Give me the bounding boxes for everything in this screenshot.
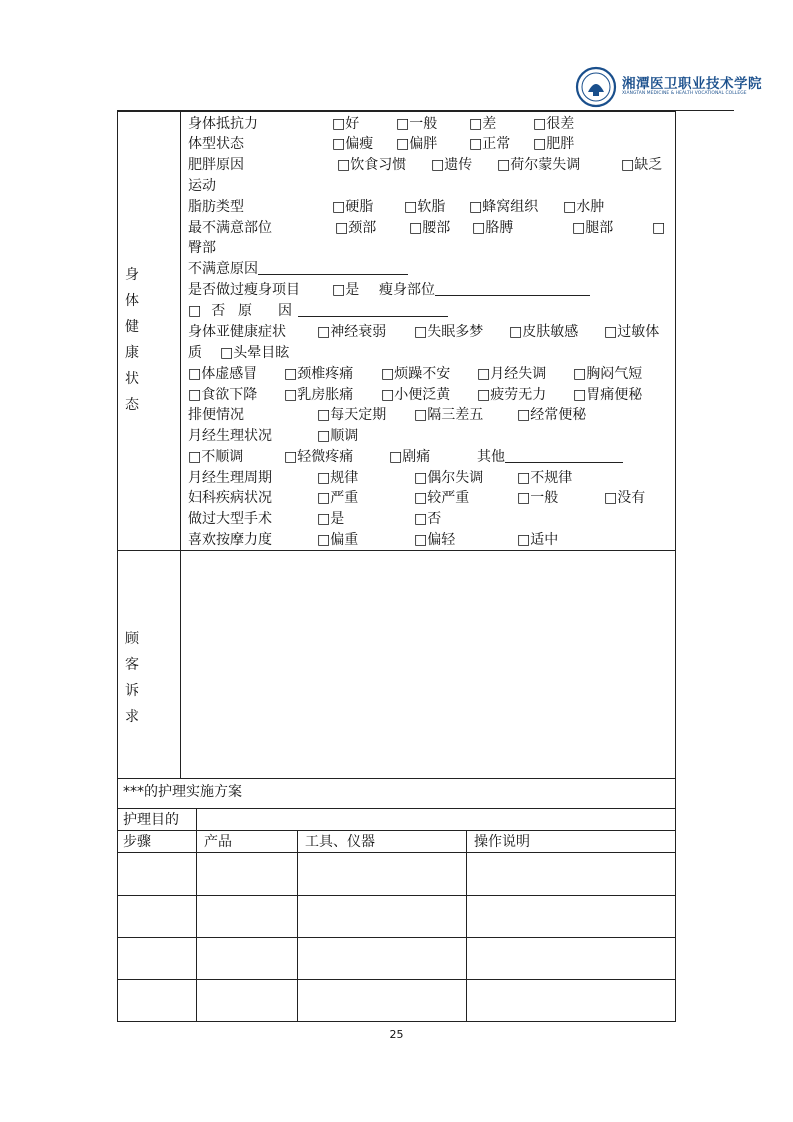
least-satisfied-wrap: 臀部 (188, 240, 216, 256)
least-satisfied-label: 最不满意部位 (188, 220, 272, 236)
slimming-no-reason-input[interactable] (298, 302, 448, 317)
school-logo (572, 66, 620, 108)
checkbox-cycle-irregular[interactable]: □ 不规律 (517, 468, 572, 488)
checkbox-cause-genetic[interactable]: □ 遗传 (431, 155, 472, 175)
checkbox-menstrual-mild-pain[interactable]: □ 轻微疼痛 (284, 447, 353, 467)
menstrual-other-input[interactable] (505, 448, 623, 463)
col-header-instructions: 操作说明 (474, 834, 530, 850)
checkbox-gyn-none[interactable]: □ 没有 (604, 488, 645, 508)
unsatisfied-reason-input[interactable] (258, 260, 408, 275)
checkbox-gyn-average[interactable]: □ 一般 (517, 488, 558, 508)
checkbox-menstrual-regular[interactable]: □ 顺调 (317, 426, 358, 446)
checkbox-menstrual-irregular[interactable]: □ 不顺调 (188, 447, 243, 467)
slimming-no-reason-label: 原 因 (238, 303, 298, 319)
checkbox-resistance-average[interactable]: □ 一般 (396, 114, 437, 134)
col-header-tools: 工具、仪器 (305, 834, 375, 850)
checkbox-fat-soft[interactable]: □ 软脂 (404, 197, 445, 217)
col-header-product: 产品 (204, 834, 232, 850)
checkbox-resistance-poor[interactable]: □ 差 (469, 114, 496, 134)
surgery-label: 做过大型手术 (188, 511, 272, 527)
checkbox-part-neck[interactable]: □ 颈部 (335, 218, 376, 238)
unsatisfied-reason-label: 不满意原因 (188, 261, 258, 277)
table-row[interactable] (118, 938, 675, 978)
checkbox-bowel-irregular[interactable]: □ 隔三差五 (414, 405, 483, 425)
checkbox-urine-yellow[interactable]: □ 小便泛黄 (381, 385, 450, 405)
checkbox-body-normal[interactable]: □ 正常 (469, 134, 510, 154)
checkbox-menstrual-severe-pain[interactable]: □ 剧痛 (389, 447, 430, 467)
obesity-cause-wrap: 运动 (188, 178, 216, 194)
gyn-label: 妇科疾病状况 (188, 490, 272, 506)
checkbox-slimming-yes[interactable]: □ 是 (332, 280, 359, 300)
resistance-label: 身体抵抗力 (188, 116, 258, 132)
checkbox-gyn-severe[interactable]: □ 严重 (317, 488, 358, 508)
checkbox-body-thin[interactable]: □ 偏瘦 (332, 134, 373, 154)
checkbox-fatigue[interactable]: □ 疲劳无力 (477, 385, 546, 405)
checkbox-neck-pain[interactable]: □ 颈椎疼痛 (284, 364, 353, 384)
school-name-cn: 湘潭医卫职业技术学院 (622, 76, 762, 92)
checkbox-cause-diet[interactable]: □ 饮食习惯 (337, 155, 406, 175)
checkbox-part-hip[interactable] (652, 218, 665, 238)
plan-purpose-input[interactable] (198, 810, 674, 829)
checkbox-fat-hard[interactable]: □ 硬脂 (332, 197, 373, 217)
slimming-part-input[interactable] (435, 281, 590, 296)
checkbox-irritable[interactable]: □ 烦躁不安 (381, 364, 450, 384)
checkbox-massage-moderate[interactable]: □ 适中 (517, 530, 558, 550)
checkbox-body-fat[interactable]: □ 偏胖 (396, 134, 437, 154)
checkbox-stomach-pain[interactable]: □ 胃痛便秘 (573, 385, 642, 405)
section-label-request: 顾 客 诉 求 (125, 631, 139, 725)
checkbox-gyn-fairly-severe[interactable]: □ 较严重 (414, 488, 469, 508)
bowel-label: 排便情况 (188, 407, 244, 423)
checkbox-massage-light[interactable]: □ 偏轻 (414, 530, 455, 550)
checkbox-fat-cellulite[interactable]: □ 蜂窝组织 (469, 197, 538, 217)
checkbox-fat-edema[interactable]: □ 水肿 (563, 197, 604, 217)
checkbox-cause-lack-exercise[interactable]: □ 缺乏 (621, 155, 662, 175)
checkbox-appetite[interactable]: □ 食欲下降 (188, 385, 257, 405)
school-name-en: XIANGTAN MEDICINE & HEALTH VOCATIONAL COLLEGE (622, 91, 747, 96)
slimming-question: 是否做过瘦身项目 (188, 282, 300, 298)
checkbox-breast-pain[interactable]: □ 乳房胀痛 (284, 385, 353, 405)
page-number: 25 (389, 1028, 404, 1041)
request-textarea[interactable] (182, 552, 674, 776)
checkbox-bowel-constipation[interactable]: □ 经常便秘 (517, 405, 586, 425)
menstrual-other-label: 其他 (477, 449, 505, 465)
checkbox-slimming-no[interactable]: □ 否 (188, 301, 235, 321)
table-row[interactable] (118, 980, 675, 1021)
plan-title: ***的护理实施方案 (123, 784, 242, 800)
checkbox-bowel-daily[interactable]: □ 每天定期 (317, 405, 386, 425)
checkbox-massage-heavy[interactable]: □ 偏重 (317, 530, 358, 550)
checkbox-chest-tight[interactable]: □ 胸闷气短 (573, 364, 642, 384)
checkbox-skin-sensitive[interactable]: □ 皮肤敏感 (509, 322, 578, 342)
checkbox-body-obese[interactable]: □ 肥胖 (533, 134, 574, 154)
checkbox-resistance-very-poor[interactable]: □ 很差 (533, 114, 574, 134)
checkbox-part-waist[interactable]: □ 腰部 (409, 218, 450, 238)
checkbox-cycle-regular[interactable]: □ 规律 (317, 468, 358, 488)
checkbox-insomnia[interactable]: □ 失眠多梦 (414, 322, 483, 342)
checkbox-allergic[interactable]: □ 过敏体 (604, 322, 659, 342)
checkbox-menstrual-disorder[interactable]: □ 月经失调 (477, 364, 546, 384)
checkbox-dizziness[interactable]: □ 头晕目眩 (220, 343, 289, 363)
slimming-part-label: 瘦身部位 (379, 282, 435, 298)
checkbox-cause-hormone[interactable]: □ 荷尔蒙失调 (497, 155, 580, 175)
obesity-cause-label: 肥胖原因 (188, 157, 244, 173)
table-row[interactable] (118, 896, 675, 936)
checkbox-neurasthenia[interactable]: □ 神经衰弱 (317, 322, 386, 342)
col-header-step: 步骤 (123, 834, 151, 850)
unsatisfied-reason-row (188, 259, 408, 279)
fat-type-label: 脂肪类型 (188, 199, 244, 215)
subhealth-wrap-text: 质 (188, 345, 202, 361)
checkbox-surgery-yes[interactable]: □ 是 (317, 509, 344, 529)
checkbox-cold[interactable]: □ 体虚感冒 (188, 364, 257, 384)
checkbox-resistance-good[interactable]: □ 好 (332, 114, 359, 134)
checkbox-part-leg[interactable]: □ 腿部 (572, 218, 613, 238)
table-row[interactable] (118, 853, 675, 894)
checkbox-surgery-no[interactable]: □ 否 (414, 509, 441, 529)
checkbox-part-arm[interactable]: □ 胳膊 (472, 218, 513, 238)
menstrual-other-row (477, 447, 623, 467)
menstrual-label: 月经生理状况 (188, 428, 272, 444)
cycle-label: 月经生理周期 (188, 470, 272, 486)
checkbox-cycle-occasional[interactable]: □ 偶尔失调 (414, 468, 483, 488)
section-label-health: 身 体 健 康 状 态 (125, 267, 139, 413)
body-type-label: 体型状态 (188, 136, 244, 152)
massage-label: 喜欢按摩力度 (188, 532, 272, 548)
slimming-part-row (379, 280, 590, 300)
slimming-no-reason-row (238, 301, 448, 321)
plan-purpose-label: 护理目的 (123, 812, 179, 828)
subhealth-label: 身体亚健康症状 (188, 324, 286, 340)
